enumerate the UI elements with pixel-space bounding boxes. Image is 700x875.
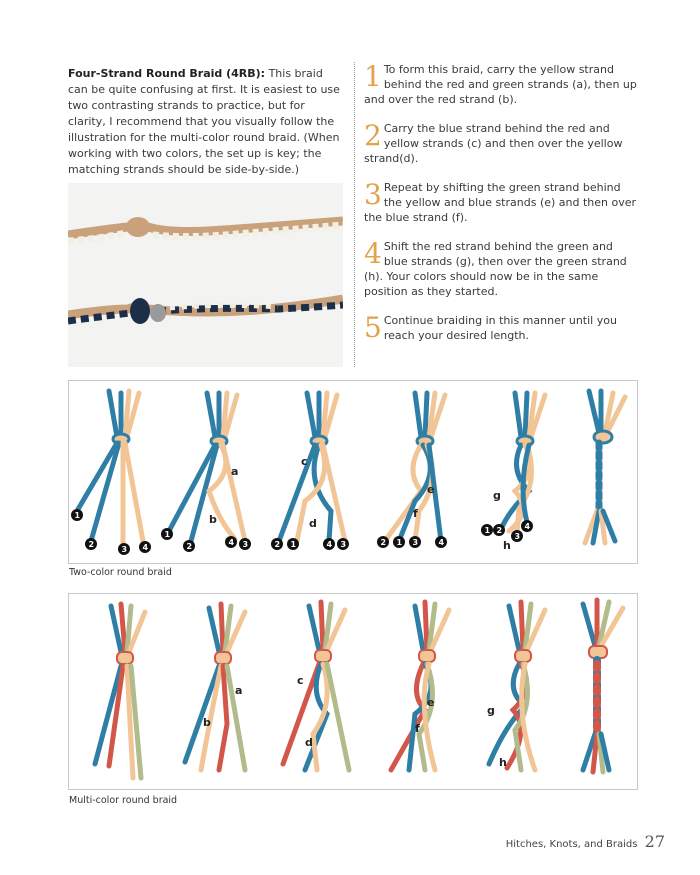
- label-g: g: [487, 704, 495, 717]
- intro-body: This braid can be quite confusing at first. It is easiest to use two contrasting strands to practice, but for clarity, I recommend that you visually follow the illustration for the multi-color round braid. (When working with two colors, the set up is key; the matching strands should be side-by-side.): [68, 67, 340, 176]
- page-footer: [506, 832, 665, 851]
- step-number: 2: [364, 119, 382, 152]
- step-3: [364, 180, 640, 225]
- multi-color-caption: Multi-color round braid: [69, 795, 178, 806]
- step-list: [364, 62, 640, 357]
- label-g: g: [493, 489, 501, 502]
- label-f: f: [413, 507, 418, 520]
- step-5: [364, 313, 640, 343]
- step-text: Continue braiding in this manner until you reach your desired length.: [383, 314, 617, 342]
- label-c: c: [297, 674, 304, 687]
- step-number: 1: [364, 60, 382, 93]
- step-text: Shift the red strand behind the green and blue strands (g), then over the green strand (h). Your colors should now be in the same position as they started.: [364, 240, 627, 298]
- badge-4: 4: [524, 522, 531, 531]
- footer-section: Hitches, Knots, and Braids: [505, 839, 638, 850]
- page-number: 27: [644, 832, 665, 851]
- label-h: h: [499, 756, 507, 769]
- label-a: a: [231, 465, 239, 478]
- badge-4: 4: [438, 538, 445, 547]
- label-e: e: [427, 696, 435, 709]
- two-color-illustration: [68, 380, 638, 564]
- label-f: f: [415, 722, 420, 735]
- stage-6: [583, 600, 623, 772]
- badge-1: 1: [396, 538, 403, 547]
- intro-title: Four-Strand Round Braid (4RB):: [68, 67, 266, 80]
- stage-5: [489, 602, 545, 770]
- label-b: b: [209, 513, 217, 526]
- label-e: e: [427, 483, 435, 496]
- badge-4: 4: [326, 540, 333, 549]
- badge-4: 4: [228, 538, 235, 547]
- step-number: 3: [364, 178, 382, 211]
- label-d: d: [309, 517, 317, 530]
- badge-2: 2: [186, 542, 193, 551]
- badge-3: 3: [412, 538, 419, 547]
- stage-3: [283, 602, 349, 770]
- step-text: Repeat by shifting the green strand behind the yellow and blue strands (e) and then over the blue strand (f).: [364, 181, 637, 224]
- badge-2: 2: [496, 526, 503, 535]
- badge-3: 3: [121, 545, 128, 554]
- badge-3: 3: [514, 532, 521, 541]
- step-1: [364, 62, 640, 107]
- label-c: c: [301, 455, 308, 468]
- badge-4: 4: [142, 543, 149, 552]
- badge-2: 2: [380, 538, 387, 547]
- badge-1: 1: [74, 511, 81, 520]
- badge-3: 3: [340, 540, 347, 549]
- badge-2: 2: [274, 540, 281, 549]
- stage-6: [585, 391, 625, 543]
- stage-4: [391, 602, 449, 770]
- stage-5: [501, 393, 545, 533]
- column-divider: [354, 62, 355, 367]
- intro-paragraph: [68, 66, 343, 178]
- badge-1: 1: [484, 526, 491, 535]
- step-text: Carry the blue strand behind the red and yellow strands (c) and then over the yellow strand(d).: [364, 122, 623, 165]
- label-h: h: [503, 539, 511, 552]
- badge-1: 1: [164, 530, 171, 539]
- badge-2: 2: [88, 540, 95, 549]
- label-b: b: [203, 716, 211, 729]
- two-color-caption: Two-color round braid: [69, 567, 172, 578]
- label-d: d: [305, 736, 313, 749]
- badge-3: 3: [242, 540, 249, 549]
- badge-1: 1: [290, 540, 297, 549]
- multi-color-illustration: [68, 593, 638, 790]
- step-number: 5: [364, 311, 382, 344]
- step-number: 4: [364, 237, 382, 270]
- braid-photo: [68, 183, 343, 367]
- stage-1: [74, 391, 143, 546]
- step-2: [364, 121, 640, 166]
- label-a: a: [235, 684, 243, 697]
- stage-1: [95, 604, 145, 778]
- step-4: [364, 239, 640, 299]
- step-text: To form this braid, carry the yellow strand behind the red and green strands (a), then up and over the red strand (b).: [364, 63, 637, 106]
